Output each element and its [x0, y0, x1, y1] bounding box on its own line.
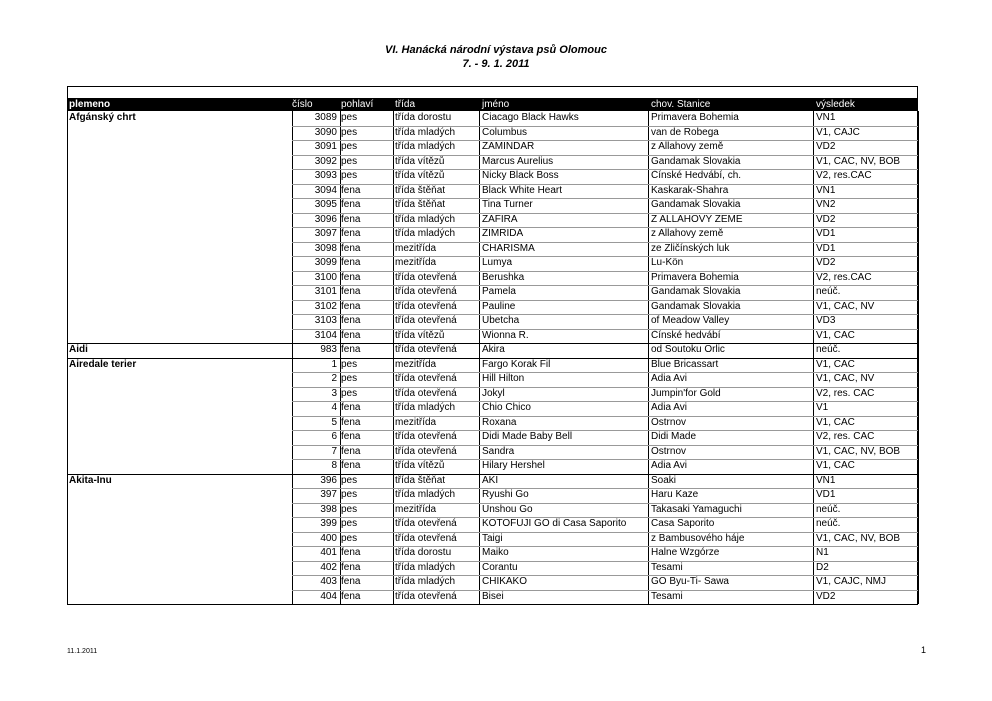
cell-result: N1: [816, 547, 829, 558]
cell-class: mezitřída: [395, 416, 437, 428]
cell-number: 7: [331, 445, 337, 457]
cell-number: 8: [331, 460, 337, 471]
cell-result: V1, CAC: [816, 358, 855, 370]
table-row: [67, 271, 918, 286]
header-kennel: chov. Stanice: [651, 99, 711, 110]
cell-sex: pes: [341, 112, 358, 123]
table-row: [67, 256, 918, 271]
cell-name: Columbus: [482, 126, 528, 138]
row-divider: [292, 140, 918, 141]
cell-sex: fena: [341, 271, 361, 283]
row-divider: [292, 227, 918, 228]
row-divider: [292, 213, 918, 214]
header-name: jméno: [482, 99, 510, 110]
cell-kennel: Primavera Bohemia: [651, 112, 739, 123]
cell-number: 3099: [314, 257, 337, 268]
cell-number: 3101: [314, 286, 337, 297]
cell-number: 3090: [314, 126, 337, 138]
cell-result: VD3: [816, 315, 836, 326]
cell-kennel: Z ALLAHOVY ZEME: [651, 213, 743, 225]
cell-sex: pes: [341, 532, 358, 544]
cell-result: neúč.: [816, 286, 841, 297]
cell-name: Black White Heart: [482, 184, 563, 196]
row-divider: [292, 517, 918, 518]
table-row: [67, 459, 918, 474]
event-dates: 7. - 9. 1. 2011: [462, 58, 530, 70]
table-row: [67, 590, 918, 605]
row-divider: [292, 590, 918, 591]
cell-number: 1: [331, 358, 337, 370]
cell-name: Roxana: [482, 416, 517, 428]
row-divider: [292, 372, 918, 373]
cell-class: třída štěňat: [395, 184, 446, 196]
cell-number: 3097: [314, 228, 337, 239]
row-divider: [292, 546, 918, 547]
header-class: třída: [395, 99, 416, 110]
cell-class: třída otevřená: [395, 387, 457, 399]
cell-class: třída mladých: [395, 402, 456, 413]
cell-kennel: ze Zličínských luk: [651, 242, 730, 254]
cell-result: V1, CAC: [816, 416, 855, 428]
cell-number: 3103: [314, 315, 337, 326]
cell-sex: pes: [341, 126, 358, 138]
cell-number: 397: [320, 489, 337, 500]
cell-result: VN1: [816, 184, 836, 196]
row-divider: [292, 387, 918, 388]
cell-kennel: Čínské Hedvábí, ch.: [651, 170, 742, 181]
cell-sex: fena: [341, 286, 361, 297]
cell-class: mezitřída: [395, 358, 437, 370]
cell-kennel: Gandamak Slovakia: [651, 199, 741, 210]
cell-number: 3096: [314, 213, 337, 225]
cell-kennel: Tesami: [651, 590, 683, 602]
cell-kennel: GO Byu-Ti- Sawa: [651, 576, 729, 587]
cell-result: V2, res.CAC: [816, 271, 872, 283]
cell-sex: fena: [341, 547, 361, 558]
cell-kennel: Soaki: [651, 474, 677, 486]
cell-result: D2: [816, 561, 829, 573]
cell-number: 2: [331, 373, 337, 384]
cell-kennel: Gandamak Slovakia: [651, 300, 741, 312]
cell-name: Tina Turner: [482, 199, 533, 210]
table-row: [67, 445, 918, 460]
cell-result: V1, CAC: [816, 329, 855, 341]
cell-kennel: Kaskarak-Shahra: [651, 184, 729, 196]
cell-kennel: Ostrnov: [651, 445, 687, 457]
cell-class: třída otevřená: [395, 315, 457, 326]
cell-result: VD2: [816, 590, 836, 602]
cell-number: 6: [331, 431, 337, 442]
cell-sex: pes: [341, 518, 358, 529]
header-result: výsledek: [816, 99, 855, 110]
cell-number: 398: [320, 503, 337, 515]
table-row: [67, 575, 918, 590]
cell-number: 3: [331, 387, 337, 399]
footer-date: 11.1.2011: [67, 648, 98, 655]
cell-class: třída otevřená: [395, 300, 457, 312]
row-divider: [292, 459, 918, 460]
row-divider: [292, 155, 918, 156]
cell-kennel: z Bambusového háje: [651, 532, 745, 544]
row-divider: [292, 430, 918, 431]
cell-sex: fena: [341, 445, 361, 457]
cell-name: Ryushi Go: [482, 489, 529, 500]
cell-class: třída otevřená: [395, 445, 457, 457]
cell-number: 3104: [314, 329, 337, 341]
row-divider: [292, 285, 918, 286]
table-row: [67, 474, 918, 489]
cell-class: mezitřída: [395, 257, 437, 268]
cell-kennel: Haru Kaze: [651, 489, 699, 500]
cell-kennel: Lu-Kön: [651, 257, 684, 268]
cell-sex: fena: [341, 184, 361, 196]
cell-class: třída mladých: [395, 489, 456, 500]
row-divider: [292, 256, 918, 257]
cell-name: Ciacago Black Hawks: [482, 112, 579, 123]
cell-class: třída mladých: [395, 141, 456, 152]
table-row: [67, 169, 918, 184]
row-divider: [292, 445, 918, 446]
cell-result: VD2: [816, 257, 836, 268]
cell-sex: pes: [341, 358, 358, 370]
cell-kennel: Jumpin'for Gold: [651, 387, 721, 399]
cell-kennel: Primavera Bohemia: [651, 271, 739, 283]
cell-result: VD1: [816, 228, 836, 239]
header-sex: pohlaví: [341, 99, 374, 110]
cell-class: třída dorostu: [395, 112, 452, 123]
cell-name: ZIMRIDA: [482, 228, 524, 239]
cell-name: Maiko: [482, 547, 509, 558]
cell-class: třída otevřená: [395, 518, 457, 529]
cell-sex: pes: [341, 489, 358, 500]
cell-kennel: od Soutoku Orlic: [651, 344, 725, 355]
row-divider: [67, 343, 918, 344]
table-row: [67, 358, 918, 373]
table-row: [67, 155, 918, 170]
cell-class: mezitřída: [395, 503, 437, 515]
cell-result: neúč.: [816, 518, 841, 529]
cell-sex: fena: [341, 242, 361, 254]
cell-name: Hill Hilton: [482, 373, 525, 384]
cell-sex: fena: [341, 228, 361, 239]
table-row: [67, 343, 918, 358]
cell-name: Nicky Black Boss: [482, 170, 559, 181]
cell-sex: fena: [341, 561, 361, 573]
cell-name: Wionna R.: [482, 329, 529, 341]
cell-kennel: of Meadow Valley: [651, 315, 730, 326]
cell-sex: fena: [341, 344, 361, 355]
cell-kennel: Didi Made: [651, 431, 697, 442]
cell-sex: fena: [341, 257, 361, 268]
cell-number: 3098: [314, 242, 337, 254]
cell-kennel: Gandamak Slovakia: [651, 286, 741, 297]
table-row: [67, 488, 918, 503]
cell-number: 3100: [314, 271, 337, 283]
cell-result: V1, CAC, NV: [816, 373, 875, 384]
cell-number: 4: [331, 402, 337, 413]
cell-sex: fena: [341, 213, 361, 225]
cell-sex: pes: [341, 387, 358, 399]
row-divider: [292, 300, 918, 301]
table-row: [67, 503, 918, 518]
cell-name: Lumya: [482, 257, 513, 268]
cell-kennel: van de Robega: [651, 126, 719, 138]
cell-class: třída otevřená: [395, 286, 457, 297]
cell-name: Chio Chico: [482, 402, 531, 413]
table-row: [67, 517, 918, 532]
cell-result: neúč.: [816, 344, 841, 355]
cell-class: třída vítězů: [395, 170, 445, 181]
cell-name: Jokyl: [482, 387, 505, 399]
cell-number: 402: [320, 561, 337, 573]
cell-number: 3094: [314, 184, 337, 196]
document-title: VI. Hanácká národní výstava psů Olomouc: [385, 44, 607, 56]
table-row: [67, 111, 918, 126]
cell-kennel: Adia Avi: [651, 460, 687, 471]
table-row: [67, 126, 918, 141]
cell-name: Ubetcha: [482, 315, 520, 326]
cell-number: 3089: [314, 112, 337, 123]
cell-name: Taigi: [482, 532, 503, 544]
table-row: [67, 184, 918, 199]
table-row: [67, 372, 918, 387]
table-row: [67, 532, 918, 547]
cell-class: třída vítězů: [395, 329, 445, 341]
cell-kennel: Casa Saporito: [651, 518, 715, 529]
cell-name: Hilary Hershel: [482, 460, 545, 471]
row-divider: [292, 329, 918, 330]
cell-number: 399: [320, 518, 337, 529]
cell-result: VD2: [816, 213, 836, 225]
cell-class: třída vítězů: [395, 460, 445, 471]
cell-number: 3091: [314, 141, 337, 152]
row-divider: [292, 401, 918, 402]
cell-name: Unshou Go: [482, 503, 533, 515]
row-divider: [292, 169, 918, 170]
cell-name: Fargo Korak Fil: [482, 358, 551, 370]
row-divider: [292, 126, 918, 127]
cell-breed: Aidi: [69, 344, 88, 355]
cell-number: 396: [320, 474, 337, 486]
cell-name: Bisei: [482, 590, 504, 602]
cell-number: 400: [320, 532, 337, 544]
cell-sex: fena: [341, 460, 361, 471]
cell-result: V1, CAC, NV, BOB: [816, 445, 901, 457]
cell-result: V1, CAJC: [816, 126, 860, 138]
table-row: [67, 546, 918, 561]
cell-result: V2, res. CAC: [816, 387, 875, 399]
cell-sex: pes: [341, 141, 358, 152]
cell-name: ZAFIRA: [482, 213, 518, 225]
cell-sex: fena: [341, 431, 361, 442]
cell-kennel: z Allahovy země: [651, 141, 724, 152]
cell-name: Pauline: [482, 300, 516, 312]
table-row: [67, 416, 918, 431]
cell-name: CHIKAKO: [482, 576, 528, 587]
cell-result: V1, CAC: [816, 460, 855, 471]
cell-result: V1, CAC, NV, BOB: [816, 532, 901, 544]
cell-class: třída otevřená: [395, 373, 457, 384]
cell-breed: Afgánský chrt: [69, 112, 136, 123]
cell-class: třída mladých: [395, 213, 456, 225]
cell-kennel: Gandamak Slovakia: [651, 155, 741, 167]
cell-class: třída vítězů: [395, 155, 445, 167]
cell-number: 3093: [314, 170, 337, 181]
cell-kennel: Halne Wzgórze: [651, 547, 720, 558]
page-number: 1: [921, 645, 927, 655]
cell-kennel: Blue Bricassart: [651, 358, 719, 370]
table-header-row: [67, 98, 918, 111]
cell-class: třída mladých: [395, 561, 456, 573]
row-divider: [67, 604, 918, 605]
cell-sex: fena: [341, 590, 361, 602]
cell-name: AKI: [482, 474, 499, 486]
cell-class: třída dorostu: [395, 547, 452, 558]
cell-class: třída mladých: [395, 228, 456, 239]
cell-name: KOTOFUJI GO di Casa Saporito: [482, 518, 627, 529]
cell-sex: fena: [341, 576, 361, 587]
cell-result: VD1: [816, 242, 836, 254]
table-row: [67, 401, 918, 416]
cell-result: V1, CAC, NV: [816, 300, 875, 312]
cell-breed: Airedale terier: [69, 358, 137, 370]
table-row: [67, 561, 918, 576]
cell-result: V1, CAJC, NMJ: [816, 576, 887, 587]
cell-sex: pes: [341, 503, 358, 515]
table-row: [67, 213, 918, 228]
cell-number: 403: [320, 576, 337, 587]
cell-class: třída otevřená: [395, 271, 457, 283]
table-row: [67, 140, 918, 155]
row-divider: [292, 184, 918, 185]
table-row: [67, 242, 918, 257]
cell-number: 5: [331, 416, 337, 428]
cell-name: Marcus Aurelius: [482, 155, 554, 167]
cell-sex: fena: [341, 416, 361, 428]
cell-sex: pes: [341, 155, 358, 167]
cell-sex: fena: [341, 402, 361, 413]
cell-name: Corantu: [482, 561, 518, 573]
cell-name: Akira: [482, 344, 505, 355]
cell-class: třída štěňat: [395, 474, 446, 486]
cell-result: VN1: [816, 112, 836, 123]
cell-sex: pes: [341, 170, 358, 181]
cell-name: Berushka: [482, 271, 525, 283]
cell-sex: fena: [341, 315, 361, 326]
cell-number: 3102: [314, 300, 337, 312]
cell-class: třída mladých: [395, 576, 456, 587]
table-row: [67, 314, 918, 329]
cell-number: 404: [320, 590, 337, 602]
cell-class: třída otevřená: [395, 532, 457, 544]
cell-kennel: Adia Avi: [651, 373, 687, 384]
column-divider: [918, 111, 919, 604]
row-divider: [67, 358, 918, 359]
row-divider: [292, 242, 918, 243]
cell-class: třída otevřená: [395, 431, 457, 442]
table-row: [67, 285, 918, 300]
row-divider: [292, 561, 918, 562]
row-divider: [292, 416, 918, 417]
cell-class: mezitřída: [395, 242, 437, 254]
cell-result: V2, res. CAC: [816, 431, 875, 442]
cell-name: Sandra: [482, 445, 515, 457]
header-number: číslo: [292, 99, 313, 110]
cell-name: Didi Made Baby Bell: [482, 431, 573, 442]
cell-class: třída štěňat: [395, 199, 446, 210]
cell-name: Pamela: [482, 286, 516, 297]
cell-kennel: Ostrnov: [651, 416, 687, 428]
cell-kennel: Čínské hedvábí: [651, 329, 721, 341]
table-row: [67, 329, 918, 344]
cell-number: 401: [320, 547, 337, 558]
cell-sex: pes: [341, 373, 358, 384]
cell-kennel: Takasaki Yamaguchi: [651, 503, 742, 515]
cell-number: 983: [320, 344, 337, 355]
row-divider: [292, 575, 918, 576]
cell-result: VN1: [816, 474, 836, 486]
cell-name: CHARISMA: [482, 242, 535, 254]
row-divider: [292, 488, 918, 489]
cell-kennel: Adia Avi: [651, 402, 687, 413]
row-divider: [292, 532, 918, 533]
cell-kennel: z Allahovy země: [651, 228, 724, 239]
table-row: [67, 430, 918, 445]
cell-result: neúč.: [816, 503, 841, 515]
cell-number: 3092: [314, 155, 337, 167]
cell-sex: fena: [341, 199, 361, 210]
row-divider: [67, 474, 918, 475]
row-divider: [292, 314, 918, 315]
cell-class: třída otevřená: [395, 344, 457, 355]
row-divider: [292, 503, 918, 504]
table-row: [67, 300, 918, 315]
cell-breed: Akita-Inu: [69, 474, 112, 486]
cell-sex: pes: [341, 474, 358, 486]
row-divider: [292, 271, 918, 272]
cell-result: VN2: [816, 199, 836, 210]
cell-sex: fena: [341, 300, 361, 312]
cell-sex: fena: [341, 329, 361, 341]
cell-result: V2, res.CAC: [816, 170, 872, 181]
cell-kennel: Tesami: [651, 561, 683, 573]
cell-result: VD1: [816, 489, 836, 500]
cell-result: V1: [816, 402, 829, 413]
cell-name: ZAMINDAR: [482, 141, 535, 152]
table-row: [67, 227, 918, 242]
cell-result: VD2: [816, 141, 836, 152]
table-row: [67, 198, 918, 213]
row-divider: [292, 198, 918, 199]
cell-result: V1, CAC, NV, BOB: [816, 155, 901, 167]
header-breed: plemeno: [69, 99, 111, 110]
cell-number: 3095: [314, 199, 337, 210]
cell-class: třída mladých: [395, 126, 456, 138]
table-row: [67, 387, 918, 402]
cell-class: třída otevřená: [395, 590, 457, 602]
